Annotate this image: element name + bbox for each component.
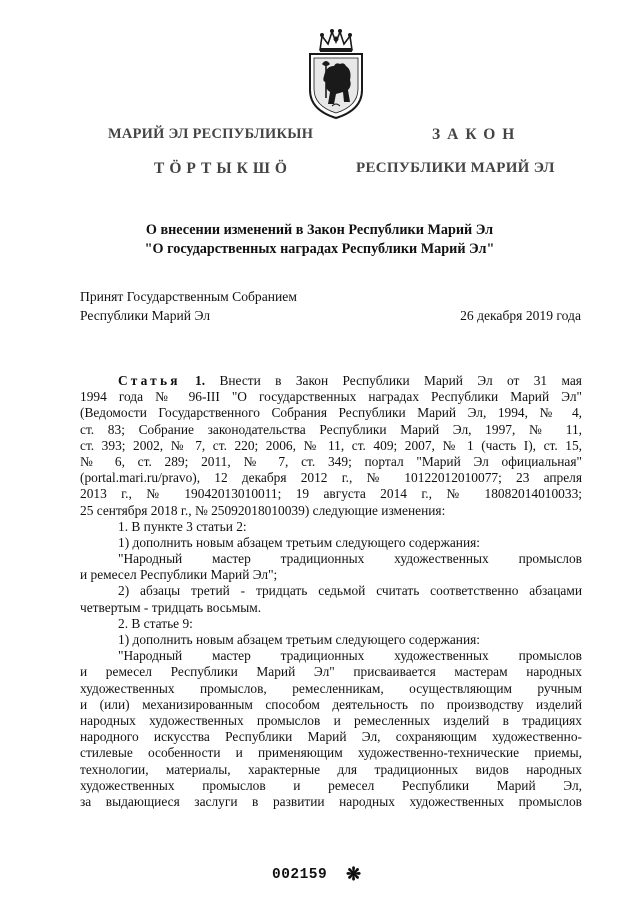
coat-of-arms-icon — [300, 28, 372, 120]
article-text-line: 2013 г., № 19042013010011; 19 августа 2014 г., № 18082014010033; — [80, 486, 582, 502]
article-text-line: за выдающиеся заслуги в развитии народных художественных промыслов — [80, 793, 582, 809]
document-serial-number: 002159 — [272, 867, 328, 883]
article-1-first-line — [80, 373, 582, 389]
article-text-line: "Народный мастер традиционных художественных промыслов — [118, 648, 582, 664]
article-text-line: "Народный мастер традиционных художественных промыслов — [118, 551, 582, 567]
article-text-line: и ремесел Республики Марий Эл"; — [80, 567, 278, 583]
article-text-line: народных художественных промыслов и ремесленных изделий в традициях — [80, 712, 582, 728]
title-line2: "О государственных наградах Республики Марий Эл" — [144, 241, 495, 257]
article-label: Статья — [118, 373, 181, 388]
article-text-line: четвертым - тридцать восьмым. — [80, 599, 262, 615]
article-text-line: художественных промыслов, ремесленникам, осуществляющим ручным — [80, 680, 582, 696]
header-right-line2: РЕСПУБЛИКИ МАРИЙ ЭЛ — [356, 160, 555, 176]
article-number: 1. — [195, 373, 206, 388]
article-text-line: и ремесел Республики Марий Эл" присваивается мастерам народных — [80, 664, 582, 680]
article-text-line: 1) дополнить новым абзацем третьим следующего содержания: — [118, 534, 481, 550]
adoption-date: 26 декабря 2019 года — [460, 308, 581, 323]
article-text-line: (Ведомости Государственного Собрания Республики Марий Эл, 1994, № 4, — [80, 405, 582, 421]
article-text-line: народного искусства Республики Марий Эл, сохраняющим художественно- — [80, 729, 582, 745]
article-text-line: 1) дополнить новым абзацем третьим следующего содержания: — [118, 632, 481, 647]
crown — [320, 29, 352, 52]
article-1-body — [80, 373, 582, 810]
article-text-line: и (или) механизированным способом деятельность по производству изделий — [80, 696, 582, 712]
adoption-line2: Республики Марий Эл — [80, 308, 211, 323]
adoption-statement — [80, 287, 297, 325]
document-title — [0, 221, 639, 259]
header-right-line1: ЗАКОН — [432, 126, 522, 143]
article-text-line: (portal.mari.ru/pravo), 12 декабря 2012 г., № 10122012010077; 23 апреля — [80, 470, 582, 486]
article-text-line: 2. В статье 9: — [118, 615, 193, 631]
article-first-line-text: Внести в Закон Республики Марий Эл от 31 мая — [219, 373, 582, 388]
article-text-line: художественных промыслов и ремесел Республики Марий Эл, — [80, 777, 582, 793]
article-text-line: технологии, материалы, характерные для традиционных видов народных — [80, 761, 582, 777]
article-text-line: № 6, ст. 289; 2011, № 7, ст. 349; портал "Марий Эл официальная" — [80, 453, 582, 469]
adoption-line1: Принят Государственным Собранием — [80, 289, 297, 304]
article-text-line: 1. В пункте 3 статьи 2: — [118, 518, 247, 534]
article-text-line: стилевые особенности и применяющим художественно-технические приемы, — [80, 745, 582, 761]
header-left-line1: МАРИЙ ЭЛ РЕСПУБЛИКЫН — [108, 126, 314, 142]
article-text-line: 1994 года № 96-III "О государственных наградах Республики Марий Эл" — [80, 389, 582, 405]
article-text-line: 25 сентября 2018 г., № 25092018010039) следующие изменения: — [80, 502, 446, 518]
article-text-line: 2) абзацы третий - тридцать седьмой считать соответственно абзацами — [118, 583, 582, 599]
article-text-line: ст. 393; 2002, № 7, ст. 220; 2006, № 11, ст. 409; 2007, № 1 (часть I), ст. 15, — [80, 437, 582, 453]
header-left-line2: ТÖРТЫКШÖ — [154, 160, 292, 177]
snowflake-mark-icon: ❋ — [346, 864, 362, 884]
article-text-line: ст. 83; Собрание законодательства Республики Марий Эл, 1997, № 11, — [80, 421, 582, 437]
title-line1: О внесении изменений в Закон Республики Марий Эл — [145, 222, 494, 238]
